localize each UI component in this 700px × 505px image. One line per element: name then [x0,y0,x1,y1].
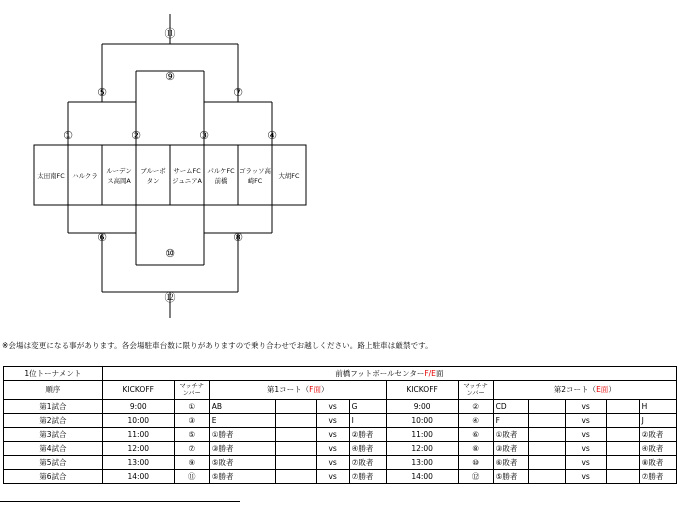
team-name: ジュニアA [172,177,202,185]
team-name: 太田南FC [37,172,65,180]
empty-cell [528,428,565,442]
court1-team-b-cell: ⑦敗者 [349,456,386,470]
vs-cell: vs [316,400,349,414]
team-name: タン [146,177,160,185]
team-name: ブルーボ [140,167,166,175]
vs-cell: vs [565,456,606,470]
empty-cell [275,414,316,428]
match-number-cell: ④ [458,414,493,428]
court2-header: 第2コート（E面） [493,381,676,400]
match-number-cell: ⑦ [174,442,209,456]
empty-cell [275,400,316,414]
empty-cell [606,428,639,442]
vs-cell: vs [316,442,349,456]
col-kickoff-2: KICKOFF [386,381,458,400]
match-number-label: ④ [267,129,277,142]
kickoff-cell: 14:00 [102,470,174,484]
court2-team-b-cell: H [639,400,676,414]
table-row [4,442,677,456]
match-number-label: ② [131,129,141,142]
empty-cell [528,414,565,428]
team-name: ゴラッソ高 [239,167,271,175]
court2-team-b-cell: ④敗者 [639,442,676,456]
vs-cell: vs [316,428,349,442]
table-row [4,400,677,414]
vs-cell: vs [316,470,349,484]
team-name: ス高岡A [107,177,131,185]
col-match-2: マッチナンバー [458,381,493,400]
kickoff-cell: 9:00 [386,400,458,414]
match-number-cell: ⑨ [174,456,209,470]
match-number-label: ⑩ [165,247,175,260]
match-number-label: ⑤ [97,86,107,99]
kickoff-cell: 13:00 [102,456,174,470]
match-number-cell: ⑥ [458,428,493,442]
team-name: ハルクラ [72,172,98,180]
team-name: 大胡FC [278,172,300,180]
vs-cell: vs [565,414,606,428]
empty-cell [606,414,639,428]
court2-team-b-cell: ⑦勝者 [639,470,676,484]
court2-team-a-cell: ⑤勝者 [493,470,528,484]
court1-team-a-cell: AB [209,400,275,414]
match-number-label: ① [63,129,73,142]
kickoff-cell: 12:00 [386,442,458,456]
tournament-title: 1位トーナメント [4,367,103,381]
empty-cell [528,442,565,456]
court2-team-a-cell: ③敗者 [493,442,528,456]
court1-team-b-cell: I [349,414,386,428]
match-number-label: ③ [199,129,209,142]
court1-team-a-cell: E [209,414,275,428]
empty-cell [528,456,565,470]
court2-team-b-cell: J [639,414,676,428]
court1-team-a-cell: ③勝者 [209,442,275,456]
parking-note: ※会場は変更になる事があります。各会場駐車台数に限りがありますので乗り合わせでお越しください。路上駐車は厳禁です。 [2,341,433,350]
vs-cell: vs [565,470,606,484]
court1-team-b-cell: ⑦勝者 [349,470,386,484]
empty-cell [275,428,316,442]
court1-team-a-cell: ⑤敗者 [209,456,275,470]
empty-cell [528,470,565,484]
match-number-label: ⑧ [233,231,243,244]
table-row [4,428,677,442]
empty-cell [275,470,316,484]
footer-divider [0,501,240,502]
kickoff-cell: 10:00 [386,414,458,428]
match-number-cell: ① [174,400,209,414]
vs-cell: vs [316,414,349,428]
court2-team-b-cell: ②敗者 [639,428,676,442]
court1-team-a-cell: ⑤勝者 [209,470,275,484]
court1-header: 第1コート（F面） [209,381,386,400]
court2-team-a-cell: F [493,414,528,428]
kickoff-cell: 11:00 [386,428,458,442]
vs-cell: vs [565,428,606,442]
court2-team-b-cell: ⑧敗者 [639,456,676,470]
match-number-cell: ⑫ [458,470,493,484]
empty-cell [528,400,565,414]
match-number-cell: ③ [174,414,209,428]
empty-cell [606,456,639,470]
match-number-label: ⑪ [164,27,176,40]
match-number-cell: ⑤ [174,428,209,442]
schedule-header-row [4,381,677,400]
kickoff-cell: 10:00 [102,414,174,428]
team-name: 崎FC [247,177,263,185]
order-cell: 第2試合 [4,414,103,428]
vs-cell: vs [316,456,349,470]
kickoff-cell: 12:00 [102,442,174,456]
vs-cell: vs [565,400,606,414]
col-order: 順序 [4,381,103,400]
empty-cell [275,442,316,456]
empty-cell [606,442,639,456]
court1-team-a-cell: ①勝者 [209,428,275,442]
team-name: ルーデン [106,167,132,175]
court2-team-a-cell: CD [493,400,528,414]
team-name: 前橋 [214,177,228,185]
kickoff-cell: 13:00 [386,456,458,470]
match-number-label: ⑦ [233,86,243,99]
order-cell: 第1試合 [4,400,103,414]
col-match-1: マッチナンバー [174,381,209,400]
match-number-label: ⑥ [97,231,107,244]
kickoff-cell: 9:00 [102,400,174,414]
empty-cell [606,470,639,484]
match-number-label: ⑫ [164,291,176,304]
order-cell: 第6試合 [4,470,103,484]
match-number-label: ⑨ [165,70,175,83]
empty-cell [275,456,316,470]
court2-team-a-cell: ⑥敗者 [493,456,528,470]
schedule-table [3,366,677,484]
col-kickoff-1: KICKOFF [102,381,174,400]
court1-team-b-cell: ②勝者 [349,428,386,442]
court1-team-b-cell: G [349,400,386,414]
table-row [4,414,677,428]
match-number-cell: ⑪ [174,470,209,484]
match-number-cell: ② [458,400,493,414]
order-cell: 第4試合 [4,442,103,456]
order-cell: 第3試合 [4,428,103,442]
team-name: サームFC [173,167,201,175]
match-number-cell: ⑧ [458,442,493,456]
table-row [4,456,677,470]
vs-cell: vs [565,442,606,456]
order-cell: 第5試合 [4,456,103,470]
schedule-title-row [4,367,677,381]
kickoff-cell: 11:00 [102,428,174,442]
empty-cell [606,400,639,414]
table-row [4,470,677,484]
match-number-cell: ⑩ [458,456,493,470]
kickoff-cell: 14:00 [386,470,458,484]
court1-team-b-cell: ④勝者 [349,442,386,456]
venue-name: 前橋フットボールセンターF/E面 [102,367,676,381]
team-name: パルケFC [207,167,235,175]
court2-team-a-cell: ①敗者 [493,428,528,442]
